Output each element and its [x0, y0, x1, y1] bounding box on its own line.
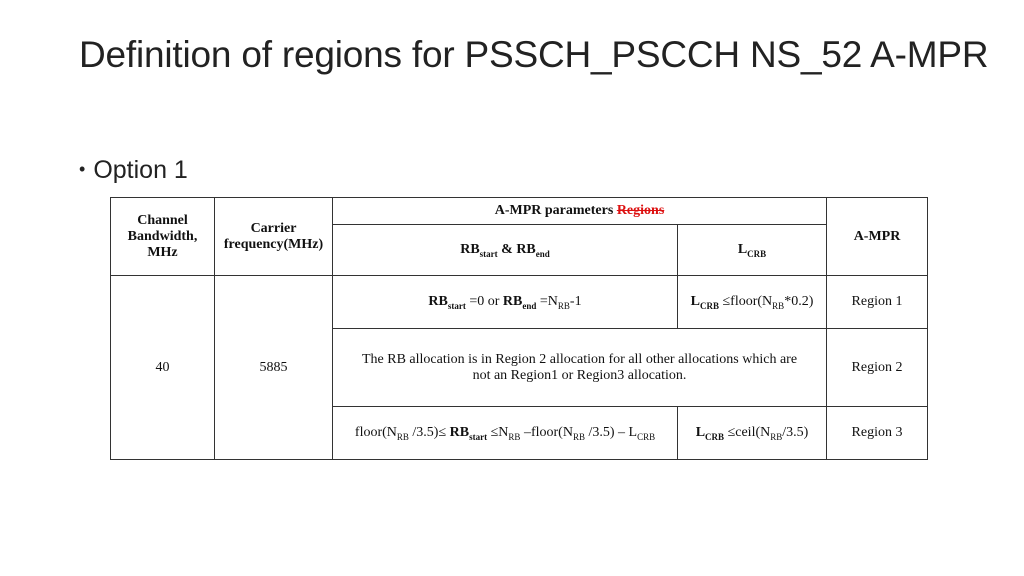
cell-frequency: 5885	[215, 276, 333, 460]
header-rb-start-end: $RB_{start}$ & $RB_{end}$	[333, 225, 678, 276]
row3-rb-condition: $floor(N_{RB}$ $/3.5)\le RB_{start} \le N_{RB}$ $-floor(N_{RB}$ $/3.5) - L_{CRB}$	[333, 407, 678, 460]
row3-lcrb-condition: $L_{CRB}$ $\le ceil(N_{RB}/3.5)$	[678, 407, 827, 460]
header-ampr: A-MPR	[827, 198, 928, 276]
cell-bandwidth: 40	[111, 276, 215, 460]
header-carrier-frequency: Carrier frequency(MHz)	[215, 198, 333, 276]
header-ampr-parameters: A-MPR parameters Regions	[333, 198, 827, 225]
header-channel-bandwidth: Channel Bandwidth, MHz	[111, 198, 215, 276]
bullet-item	[79, 156, 188, 185]
bullet-dot-icon: •	[79, 159, 86, 179]
row2-region: Region 2	[827, 329, 928, 407]
slide-title: Definition of regions for PSSCH_PSCCH NS_52 A-MPR	[79, 34, 989, 75]
row1-rb-condition: $RB_{start} =0$ or $RB_{end} =N_{RB}-1$	[333, 276, 678, 329]
bullet-text: Option 1	[93, 156, 188, 184]
row1-lcrb-condition: $L_{CRB}$ $\le floor(N_{RB}*0.2)$	[678, 276, 827, 329]
row1-region: Region 1	[827, 276, 928, 329]
header-lcrb: $L_{CRB}$	[678, 225, 827, 276]
row3-region: Region 3	[827, 407, 928, 460]
ampr-region-table	[110, 197, 928, 460]
row2-description: The RB allocation is in Region 2 allocation for all other allocations which are not an Region1 or Region3 allocation.	[333, 329, 827, 407]
struck-text: Regions	[616, 203, 665, 218]
